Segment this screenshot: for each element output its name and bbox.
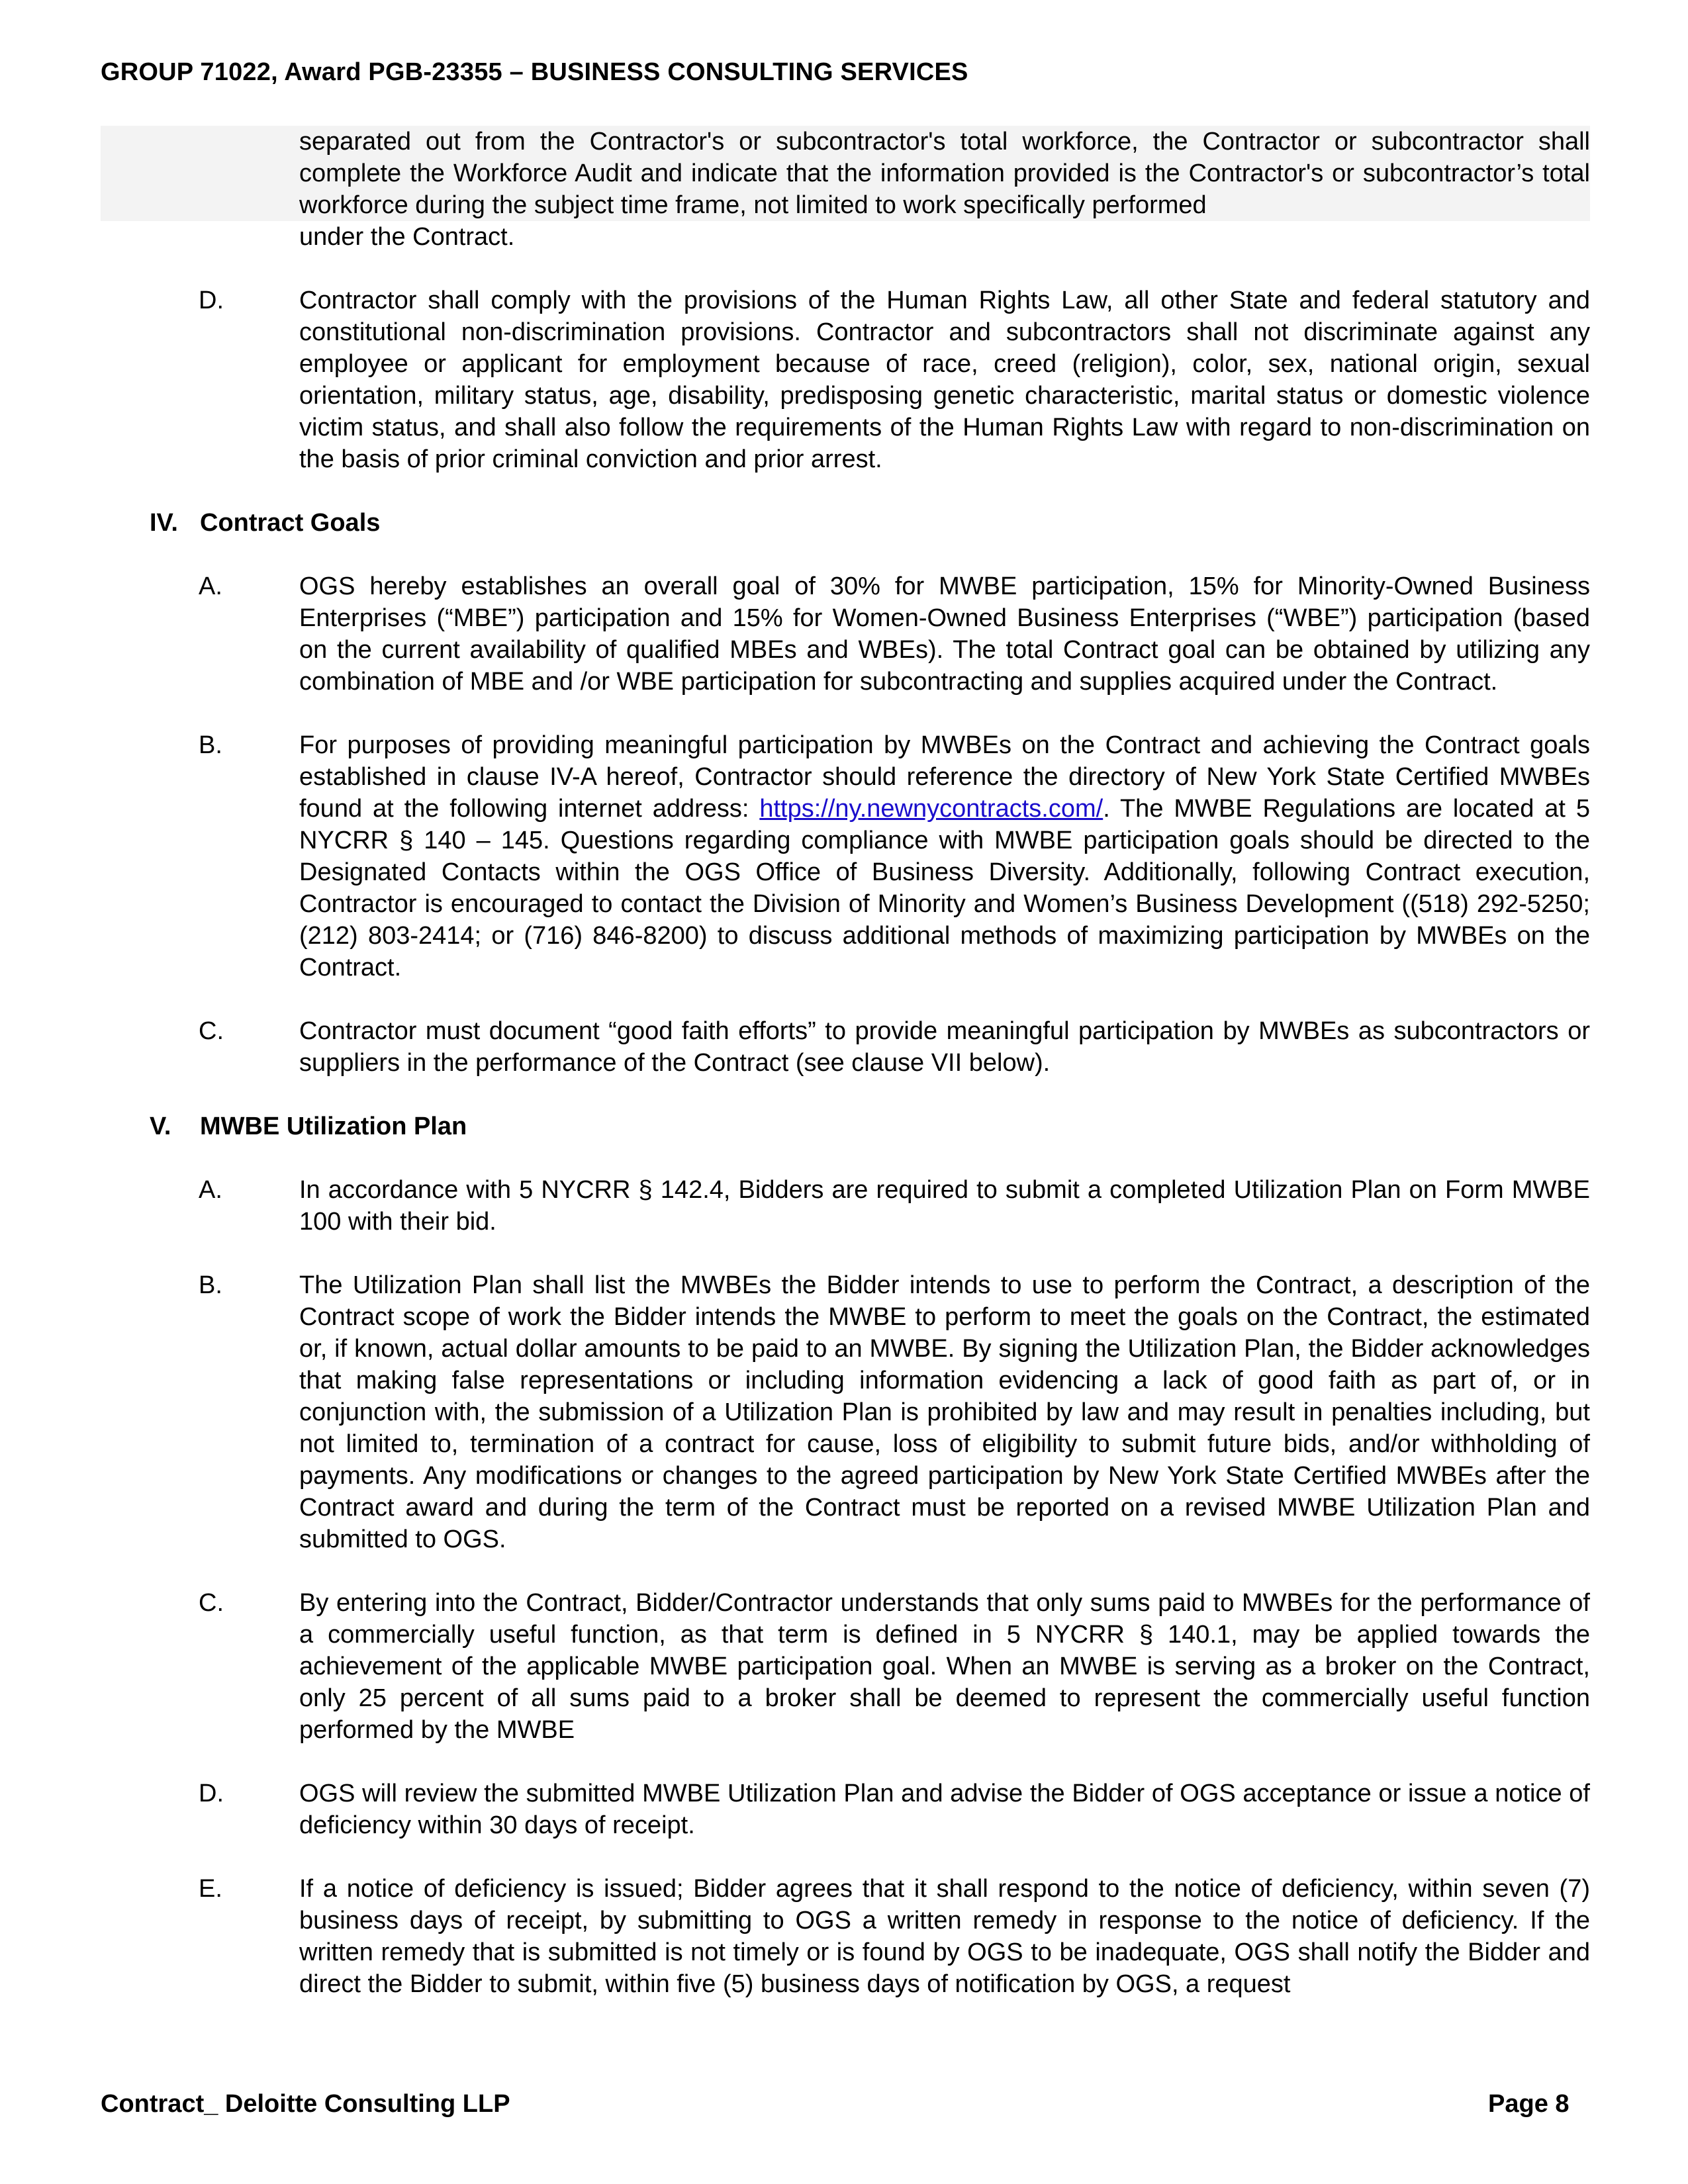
clause-iv-c (101, 1015, 1590, 1079)
clause-text: By entering into the Contract, Bidder/Contractor understands that only sums paid to MWBEs for the performance of a commercially useful function, as that term is defined in 5 NYCRR § 140.1, may be applied towards the achievement of the applicable MWBE participation goal. When an MWBE is serving as a broker on the Contract, only 25 percent of all sums paid to a broker shall be deemed to represent the commercially useful function performed by the MWBE (299, 1589, 1590, 1744)
clause-v-a (101, 1174, 1590, 1238)
clause-text: Contractor must document “good faith efforts” to provide meaningful participation by MWBEs as subcontractors or suppliers in the performance of the Contract (see clause VII below). (299, 1017, 1590, 1077)
clause-text (299, 729, 1590, 983)
clause-text: The Utilization Plan shall list the MWBEs the Bidder intends to use to perform the Contract, a description of the Contract scope of work the Bidder intends the MWBE to perform to meet the goals on the Contract, the estimated or, if known, actual dollar amounts to be paid to an MWBE. By signing the Utilization Plan, the Bidder acknowledges that making false representations or including information evidencing a lack of good faith as part of, or in conjunction with, the submission of a Utilization Plan is prohibited by law and may result in penalties including, but not limited to, termination of a contract for cause, loss of eligibility to submit future bids, and/or withholding of payments. Any modifications or changes to the agreed participation by New York State Certified MWBEs after the Contract award and during the term of the Contract must be reported on a revised MWBE Utilization Plan and submitted to OGS. (299, 1271, 1590, 1553)
clause-text-after-link: . The MWBE Regulations are located at 5 NYCRR § 140 – 145. Questions regarding compliance with MWBE participation goals should be directed to the Designated Contacts within the OGS Office of Business Diversity. Additionally, following Contract execution, Contractor is encouraged to contact the Division of Minority and Women’s Business Development ((518) 292-5250; (212) 803-2414; or (716) 846-8200) to discuss additional methods of maximizing participation by MWBEs on the Contract. (299, 795, 1591, 981)
clause-letter: D. (199, 1780, 224, 1807)
clause-iii-d (101, 285, 1590, 475)
clause-iv-b (101, 729, 1590, 983)
clause-v-e (101, 1873, 1590, 2000)
clause-text: OGS hereby establishes an overall goal of 30% for MWBE participation, 15% for Minority-Owned Business Enterprises (“MBE”) participation and 15% for Women-Owned Business Enterprises (“WBE”) participation (based on the current availability of qualified MBEs and WBEs). The total Contract goal can be obtained by utilizing any combination of MBE and /or WBE participation for subcontracting and supplies acquired under the Contract. (299, 572, 1590, 696)
clause-text: Contractor shall comply with the provisions of the Human Rights Law, all other State and federal statutory and constitutional non-discrimination provisions. Contractor and subcontractors shall not discriminate against any employee or applicant for employment because of race, creed (religion), color, sex, national origin, sexual orientation, military status, age, disability, predisposing genetic characteristic, marital status or domestic violence victim status, and shall also follow the requirements of the Human Rights Law with regard to non-discrimination on the basis of prior criminal conviction and prior arrest. (299, 287, 1590, 473)
footer-contract-name: Contract_ Deloitte Consulting LLP (101, 2090, 510, 2118)
section-number: V. (150, 1113, 171, 1140)
clause-letter: C. (199, 1589, 224, 1617)
clause-text-before-link: For purposes of providing meaningful participation by MWBEs on the Contract and achieving the Contract goals established in clause IV-A hereof, Contractor should reference the directory of New York State Certified MWBEs found at the following internet address: (299, 731, 1590, 823)
footer-page-number: Page 8 (1488, 2090, 1570, 2118)
section-title: Contract Goals (200, 509, 381, 537)
clause-v-b (101, 1269, 1590, 1555)
continued-paragraph-shaded: separated out from the Contractor's or subcontractor's total workforce, the Contractor or subcontractor shall complete the Workforce Audit and indicate that the information provided is the Contractor's or subcontractor’s total workforce during the subject time frame, not limited to work specifically performed (101, 126, 1590, 221)
section-heading-contract-goals (101, 507, 1590, 539)
page-header-title: GROUP 71022, Award PGB-23355 – BUSINESS CONSULTING SERVICES (101, 58, 968, 86)
clause-text: In accordance with 5 NYCRR § 142.4, Bidders are required to submit a completed Utilization Plan on Form MWBE 100 with their bid. (299, 1176, 1590, 1236)
section-number: IV. (150, 509, 178, 537)
continued-paragraph-last-line: under the Contract. (299, 223, 515, 251)
clause-letter: B. (199, 731, 222, 759)
clause-iv-a (101, 570, 1590, 698)
section-title: MWBE Utilization Plan (200, 1113, 467, 1140)
clause-letter: B. (199, 1271, 222, 1299)
clause-letter: E. (199, 1875, 222, 1903)
clause-letter: C. (199, 1017, 224, 1045)
clause-text: OGS will review the submitted MWBE Utilization Plan and advise the Bidder of OGS acceptance or issue a notice of deficiency within 30 days of receipt. (299, 1780, 1590, 1839)
clause-letter: A. (199, 572, 222, 600)
clause-v-d (101, 1778, 1590, 1841)
clause-letter: A. (199, 1176, 222, 1204)
section-heading-mwbe-utilization-plan (101, 1111, 1590, 1142)
clause-text: If a notice of deficiency is issued; Bidder agrees that it shall respond to the notice of deficiency, within seven (7) business days of receipt, by submitting to OGS a written remedy in response to the notice of deficiency. If the written remedy that is submitted is not timely or is found by OGS to be inadequate, OGS shall notify the Bidder and direct the Bidder to submit, within five (5) business days of notification by OGS, a request (299, 1875, 1590, 1998)
clause-v-c (101, 1587, 1590, 1746)
mwbe-directory-link[interactable]: https://ny.newnycontracts.com/ (759, 795, 1103, 823)
document-body (101, 126, 1590, 2000)
clause-letter: D. (199, 287, 224, 314)
